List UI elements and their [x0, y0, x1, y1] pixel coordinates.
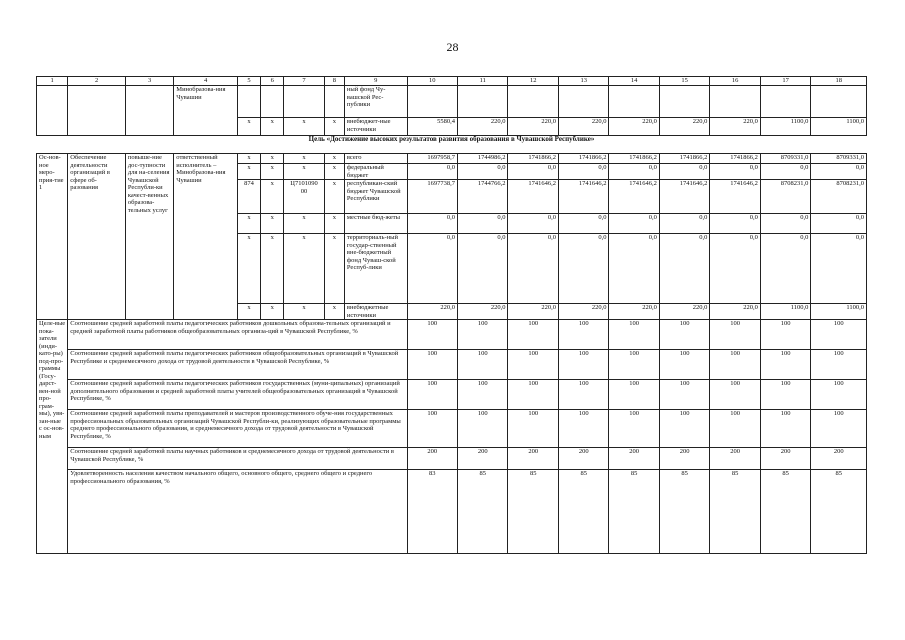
indicator-value: 100: [710, 320, 760, 350]
value-cell: 220,0: [710, 304, 760, 320]
code-cell: x: [261, 214, 284, 234]
indicator-value: 100: [811, 380, 867, 410]
code-cell: x: [261, 180, 284, 214]
column-number: 15: [659, 77, 709, 86]
code-cell: 874: [237, 180, 260, 214]
indicator-value: 100: [407, 380, 457, 410]
column-number: 5: [237, 77, 260, 86]
value-cell: 0,0: [407, 164, 457, 180]
code-cell: x: [284, 154, 324, 164]
indicator-text: Соотношение средней заработной платы педагогических работников дошкольных образова-тельных организаций и средней заработной платы работников общеобразовательных организа-ций в Чувашской Республике, %: [68, 320, 407, 350]
indicator-text: Соотношение средней заработной платы педагогических работников общеобразовательных организаций в Чувашской Республике и среднемесячного дохода от трудовой деятельности в Чувашской Республике, %: [68, 350, 407, 380]
indicator-value: 100: [407, 320, 457, 350]
value-cell: 0,0: [710, 234, 760, 304]
activity-label: Ос-нов-ное меро-прия-тие 1: [37, 154, 68, 320]
indicator-value: 85: [558, 470, 608, 554]
indicator-value: 100: [558, 320, 608, 350]
code-cell: x: [261, 304, 284, 320]
indicator-value: 100: [609, 350, 659, 380]
column-number: 3: [125, 77, 173, 86]
value-cell: 1100,0: [811, 118, 867, 136]
code-cell: x: [324, 164, 344, 180]
value-cell: 1697738,7: [407, 180, 457, 214]
indicator-row: [37, 470, 867, 554]
code-cell: x: [237, 214, 260, 234]
value-cell: 0,0: [710, 214, 760, 234]
indicator-value: 200: [811, 448, 867, 470]
value-cell: 0,0: [609, 164, 659, 180]
indicator-value: 100: [659, 410, 709, 448]
value-cell: 8709331,0: [811, 154, 867, 164]
table-cell: [457, 86, 507, 118]
value-cell: 1100,0: [760, 304, 810, 320]
value-cell: 220,0: [609, 118, 659, 136]
indicator-value: 200: [457, 448, 507, 470]
value-cell: 0,0: [508, 234, 558, 304]
table-cell: [284, 86, 324, 118]
indicator-value: 100: [811, 410, 867, 448]
indicator-value: 100: [609, 320, 659, 350]
indicator-value: 100: [760, 380, 810, 410]
indicator-value: 100: [508, 410, 558, 448]
indicator-row: [37, 448, 867, 470]
code-cell: x: [261, 118, 284, 136]
value-cell: 220,0: [508, 304, 558, 320]
indicator-text: Соотношение средней заработной платы педагогических работников государственных (муни-ципальных) организаций дополнительного образования и средней заработной платы учителей общеобразовательных организаций в Чувашской Республике, %: [68, 380, 407, 410]
column-number: 6: [261, 77, 284, 86]
indicator-value: 100: [811, 320, 867, 350]
value-cell: 0,0: [558, 214, 608, 234]
indicators-label: Целе-вые пока-затели (инди-като-ры) под-про-граммы (Госу-дарст-вен-ной про-грам-мы), увя-зан-ные с ос-нов-ным: [37, 320, 68, 554]
code-cell: x: [284, 234, 324, 304]
value-cell: 1100,0: [811, 304, 867, 320]
code-cell: x: [237, 164, 260, 180]
indicator-value: 85: [609, 470, 659, 554]
indicator-value: 83: [407, 470, 457, 554]
value-cell: 0,0: [760, 214, 810, 234]
value-cell: 0,0: [407, 234, 457, 304]
value-cell: 0,0: [659, 234, 709, 304]
value-cell: 0,0: [457, 164, 507, 180]
value-cell: 0,0: [558, 234, 608, 304]
code-cell: x: [324, 180, 344, 214]
table-cell: [508, 86, 558, 118]
indicator-value: 100: [558, 380, 608, 410]
page-number: 28: [446, 40, 459, 54]
value-cell: 1741646,2: [659, 180, 709, 214]
indicator-value: 100: [710, 410, 760, 448]
value-cell: 1741646,2: [710, 180, 760, 214]
indicator-value: 200: [659, 448, 709, 470]
table-cell: [324, 86, 344, 118]
indicator-value: 100: [710, 380, 760, 410]
indicator-value: 200: [558, 448, 608, 470]
indicator-value: 200: [710, 448, 760, 470]
value-cell: 220,0: [508, 118, 558, 136]
value-cell: 8708231,0: [811, 180, 867, 214]
funding-source: ный фонд Чу-вашской Рес-публики: [344, 86, 407, 118]
indicator-value: 85: [457, 470, 507, 554]
column-number: 2: [68, 77, 126, 86]
indicator-value: 100: [710, 350, 760, 380]
value-cell: 8708231,0: [760, 180, 810, 214]
code-cell: x: [261, 154, 284, 164]
value-cell: 0,0: [457, 234, 507, 304]
column-number-row: [37, 77, 867, 86]
value-cell: 1744766,2: [457, 180, 507, 214]
funding-source: республикан-ский бюджет Чувашской Республики: [344, 180, 407, 214]
indicator-value: 100: [659, 350, 709, 380]
funding-source: местные бюд-жеты: [344, 214, 407, 234]
value-cell: 1741866,2: [609, 154, 659, 164]
indicator-value: 100: [457, 350, 507, 380]
indicator-value: 85: [659, 470, 709, 554]
column-number: 8: [324, 77, 344, 86]
value-cell: 0,0: [508, 164, 558, 180]
funding-source: внебюджетные источники: [344, 304, 407, 320]
table-cell: [760, 86, 810, 118]
column-number: 18: [811, 77, 867, 86]
goal-row: [37, 136, 867, 154]
table-cell: [659, 86, 709, 118]
executor-cell: ответственный исполнитель – Минобразова-ния Чувашии: [174, 154, 238, 320]
indicator-value: 100: [457, 380, 507, 410]
value-cell: 8709331,0: [760, 154, 810, 164]
column-number: 4: [174, 77, 238, 86]
code-cell: x: [237, 304, 260, 320]
column-number: 11: [457, 77, 507, 86]
value-cell: 220,0: [659, 304, 709, 320]
indicator-value: 100: [508, 350, 558, 380]
indicator-value: 100: [760, 410, 810, 448]
value-cell: 1741646,2: [558, 180, 608, 214]
column-number: 12: [508, 77, 558, 86]
carry-over-row: [37, 86, 867, 118]
value-cell: 0,0: [710, 164, 760, 180]
indicator-value: 85: [710, 470, 760, 554]
indicator-value: 85: [760, 470, 810, 554]
column-number: 1: [37, 77, 68, 86]
value-cell: 0,0: [558, 164, 608, 180]
value-cell: 0,0: [407, 214, 457, 234]
code-cell: x: [324, 118, 344, 136]
value-cell: 0,0: [659, 214, 709, 234]
value-cell: 0,0: [457, 214, 507, 234]
value-cell: 0,0: [760, 164, 810, 180]
indicator-value: 200: [508, 448, 558, 470]
code-cell: Ц7101090 00: [284, 180, 324, 214]
funding-source: территориаль-ный государ-ственный вне-бюджетный фонд Чуваш-ской Респуб-лики: [344, 234, 407, 304]
table-cell: [68, 86, 126, 136]
value-cell: 0,0: [659, 164, 709, 180]
value-cell: 1741866,2: [659, 154, 709, 164]
activity-name: Обеспечение деятельности организаций в сфере об-разования: [68, 154, 126, 320]
value-cell: 1741646,2: [609, 180, 659, 214]
table-cell: [609, 86, 659, 118]
column-number: 14: [609, 77, 659, 86]
program-table: [36, 76, 867, 554]
table-cell: [811, 86, 867, 118]
indicator-value: 100: [508, 380, 558, 410]
code-cell: x: [324, 304, 344, 320]
code-cell: x: [284, 118, 324, 136]
indicator-value: 100: [457, 410, 507, 448]
value-cell: 220,0: [609, 304, 659, 320]
code-cell: x: [261, 234, 284, 304]
table-body: [37, 77, 867, 554]
executor-cell: Минобразова-ния Чувашии: [174, 86, 238, 136]
indicator-value: 100: [457, 320, 507, 350]
column-number: 16: [710, 77, 760, 86]
funding-source: федеральный бюджет: [344, 164, 407, 180]
value-cell: 220,0: [457, 118, 507, 136]
indicator-value: 100: [558, 350, 608, 380]
value-cell: 0,0: [609, 234, 659, 304]
table-cell: [37, 86, 68, 136]
indicator-value: 200: [760, 448, 810, 470]
indicator-value: 100: [760, 350, 810, 380]
indicator-value: 200: [609, 448, 659, 470]
indicator-text: Соотношение средней заработной платы научных работников и среднемесячного дохода от трудовой деятельности в Чувашской Республике, %: [68, 448, 407, 470]
value-cell: 1741866,2: [508, 154, 558, 164]
table-cell: [407, 86, 457, 118]
funding-source: всего: [344, 154, 407, 164]
indicator-value: 100: [760, 320, 810, 350]
indicator-value: 100: [407, 410, 457, 448]
table-cell: [125, 86, 173, 136]
code-cell: x: [284, 304, 324, 320]
indicator-value: 100: [407, 350, 457, 380]
indicator-text: Соотношение средней заработной платы преподавателей и мастеров производственного обуче-ния государственных профессиональных образовательных организаций Чувашской Республи-ки, реализующих образовательные программы среднего профессионального образования, и среднемесячного дохода от трудовой деятельности в Чувашской Республике, %: [68, 410, 407, 448]
value-cell: 220,0: [457, 304, 507, 320]
column-number: 17: [760, 77, 810, 86]
value-cell: 0,0: [811, 164, 867, 180]
value-cell: 0,0: [760, 234, 810, 304]
value-cell: 0,0: [811, 214, 867, 234]
indicator-value: 100: [659, 320, 709, 350]
column-number: 13: [558, 77, 608, 86]
funding-source: внебюджет-ные источники: [344, 118, 407, 136]
goal-heading: Цель «Достижение высоких результатов развития образования в Чувашской Республике»: [37, 136, 867, 154]
code-cell: x: [237, 154, 260, 164]
code-cell: x: [284, 164, 324, 180]
table-cell: [261, 86, 284, 118]
value-cell: 220,0: [558, 304, 608, 320]
indicator-value: 200: [407, 448, 457, 470]
activity-target: повыше-ние дос-тупности для на-селения Чувашской Республи-ки качест-венных образова-тельных услуг: [125, 154, 173, 320]
code-cell: x: [324, 214, 344, 234]
column-number: 7: [284, 77, 324, 86]
code-cell: x: [284, 214, 324, 234]
column-number: 9: [344, 77, 407, 86]
code-cell: x: [237, 234, 260, 304]
value-cell: 1741646,2: [508, 180, 558, 214]
indicator-row: [37, 350, 867, 380]
code-cell: x: [237, 118, 260, 136]
indicator-value: 100: [811, 350, 867, 380]
value-cell: 0,0: [508, 214, 558, 234]
indicator-value: 85: [508, 470, 558, 554]
code-cell: x: [261, 164, 284, 180]
value-cell: 0,0: [811, 234, 867, 304]
indicator-value: 100: [609, 380, 659, 410]
indicator-value: 100: [659, 380, 709, 410]
indicator-row: [37, 380, 867, 410]
value-cell: 220,0: [659, 118, 709, 136]
code-cell: x: [324, 234, 344, 304]
table-cell: [558, 86, 608, 118]
indicator-value: 100: [508, 320, 558, 350]
value-cell: 220,0: [710, 118, 760, 136]
value-cell: 1744986,2: [457, 154, 507, 164]
code-cell: x: [324, 154, 344, 164]
indicator-row: [37, 320, 867, 350]
value-cell: 220,0: [407, 304, 457, 320]
activity-row: [37, 154, 867, 164]
indicator-value: 85: [811, 470, 867, 554]
value-cell: 5580,4: [407, 118, 457, 136]
value-cell: 220,0: [558, 118, 608, 136]
indicator-text: Удовлетворенность населения качеством начального общего, основного общего, среднего общего и среднего профессионального образования, %: [68, 470, 407, 554]
table-cell: [710, 86, 760, 118]
indicator-row: [37, 410, 867, 448]
value-cell: 0,0: [609, 214, 659, 234]
value-cell: 1100,0: [760, 118, 810, 136]
column-number: 10: [407, 77, 457, 86]
value-cell: 1741866,2: [710, 154, 760, 164]
table-cell: [237, 86, 260, 118]
indicator-value: 100: [558, 410, 608, 448]
value-cell: 1697958,7: [407, 154, 457, 164]
indicator-value: 100: [609, 410, 659, 448]
value-cell: 1741866,2: [558, 154, 608, 164]
